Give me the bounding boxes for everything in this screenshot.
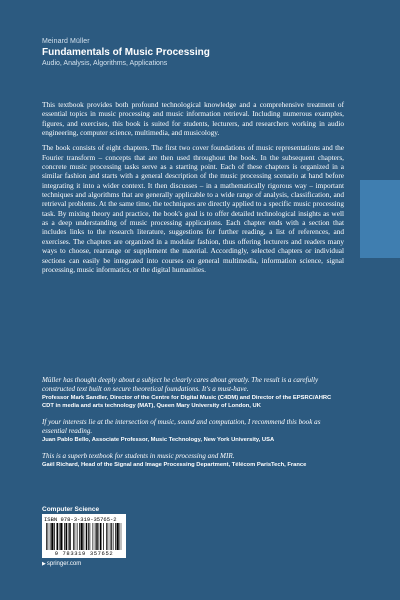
barcode-bar xyxy=(48,523,49,550)
isbn-text: ISBN 978-3-319-35765-2 xyxy=(44,516,117,523)
review-author: Professor Mark Sandler, Director of the Centre for Digital Music (C4DM) and Director of the EPSRC/AHRC CDT in media and arts technology (MAT), Queen Mary University of London, UK xyxy=(42,395,332,409)
side-color-band xyxy=(360,180,400,258)
barcode-bar xyxy=(110,523,111,550)
barcode-bar xyxy=(81,523,83,550)
barcode-bar xyxy=(90,523,91,550)
book-subtitle: Audio, Analysis, Algorithms, Applications xyxy=(42,60,168,67)
review-quote: Müller has thought deeply about a subject he clearly cares about greatly. The result is a carefully constructed text built on secure theoretical foundations. It's a must-have. xyxy=(42,376,319,393)
barcode-bar xyxy=(113,523,114,550)
barcode-bar xyxy=(111,523,112,550)
barcode-bar xyxy=(84,523,85,550)
barcode-bar xyxy=(79,523,80,550)
publisher-url-text: springer.com xyxy=(46,561,82,567)
review xyxy=(42,418,344,444)
description-paragraph: This textbook provides both profound technological knowledge and a comprehensive treatment of essential topics in music processing and music information retrieval. Including numerous examples, figures, and exercises, this book is suited for students, lecturers, and researchers working in audio engineering, computer science, multimedia, and musicology. xyxy=(42,100,344,138)
barcode-bar xyxy=(50,523,51,550)
barcode-bar xyxy=(57,523,59,550)
cover-header xyxy=(42,38,342,67)
barcode-bars xyxy=(46,523,122,550)
barcode-bar xyxy=(108,523,109,550)
barcode-bar xyxy=(86,523,88,550)
barcode xyxy=(42,514,126,558)
barcode-bar xyxy=(51,523,53,550)
barcode-bar xyxy=(120,523,121,550)
barcode-bar xyxy=(54,523,55,550)
barcode-bar xyxy=(69,523,71,550)
barcode-bar xyxy=(100,523,102,550)
barcode-bar xyxy=(93,523,94,550)
category-label: Computer Science xyxy=(42,506,100,513)
barcode-digits: 9 783319 357652 xyxy=(54,550,114,557)
description-paragraph: The book consists of eight chapters. The first two cover foundations of music representations and the Fourier transform – concepts that are then used throughout the book. In the subsequent chapters, concrete music processing tasks serve as a starting point. Each of these chapters is organized in a similar fashion and starts with a general description of the music processing scenario at hand before integrating it into a wider context. It then discusses – in a mathematically rigorous way – important techniques and algorithms that are generally applicable to a wide range of analysis, classification, and retrieval problems. At the same time, the techniques are directly applied to a specific music processing task. By mixing theory and practice, the book's goal is to offer detailed technological insights as well as a deep understanding of music processing applications. Each chapter ends with a section that includes links to the research literature, suggestions for further reading, a list of references, and exercises. The chapters are organized in a modular fashion, thus offering lecturers and readers many ways to choose, rearrange or supplement the material. Accordingly, selected chapters or individual sections can easily be integrated into courses on general multimedia, information science, signal processing, music informatics, or the digital humanities. xyxy=(42,143,344,274)
barcode-bar xyxy=(66,523,68,550)
barcode-bar xyxy=(103,523,104,550)
author-name: Meinard Müller xyxy=(42,38,90,45)
barcode-bar xyxy=(96,523,98,550)
barcode-bar xyxy=(95,523,96,550)
reviews xyxy=(42,376,344,477)
barcode-bar xyxy=(60,523,62,550)
barcode-bar xyxy=(64,523,65,550)
review-quote: If your interests lie at the intersection of music, sound and computation, I recommend this book as essential reading. xyxy=(42,418,321,435)
barcode-bar xyxy=(59,523,60,550)
description xyxy=(42,100,344,280)
review xyxy=(42,452,344,469)
book-title: Fundamentals of Music Processing xyxy=(42,47,210,58)
review-author: Gaël Richard, Head of the Signal and Image Processing Department, Télécom ParisTech, France xyxy=(42,462,307,468)
barcode-bar xyxy=(73,523,74,550)
barcode-bar xyxy=(99,523,100,550)
barcode-bar xyxy=(77,523,78,550)
barcode-bar xyxy=(106,523,107,550)
barcode-bar xyxy=(88,523,89,550)
barcode-bar xyxy=(117,523,119,550)
review-author: Juan Pablo Bello, Associate Professor, Music Technology, New York University, USA xyxy=(42,437,275,443)
barcode-bar xyxy=(115,523,116,550)
barcode-bar xyxy=(46,523,47,550)
barcode-bar xyxy=(68,523,69,550)
publisher-url[interactable] xyxy=(42,561,81,567)
arrow-right-icon: ▶ xyxy=(42,561,46,567)
barcode-bar xyxy=(75,523,76,550)
review xyxy=(42,376,344,410)
review-quote: This is a superb textbook for students in music processing and MIR. xyxy=(42,452,235,460)
